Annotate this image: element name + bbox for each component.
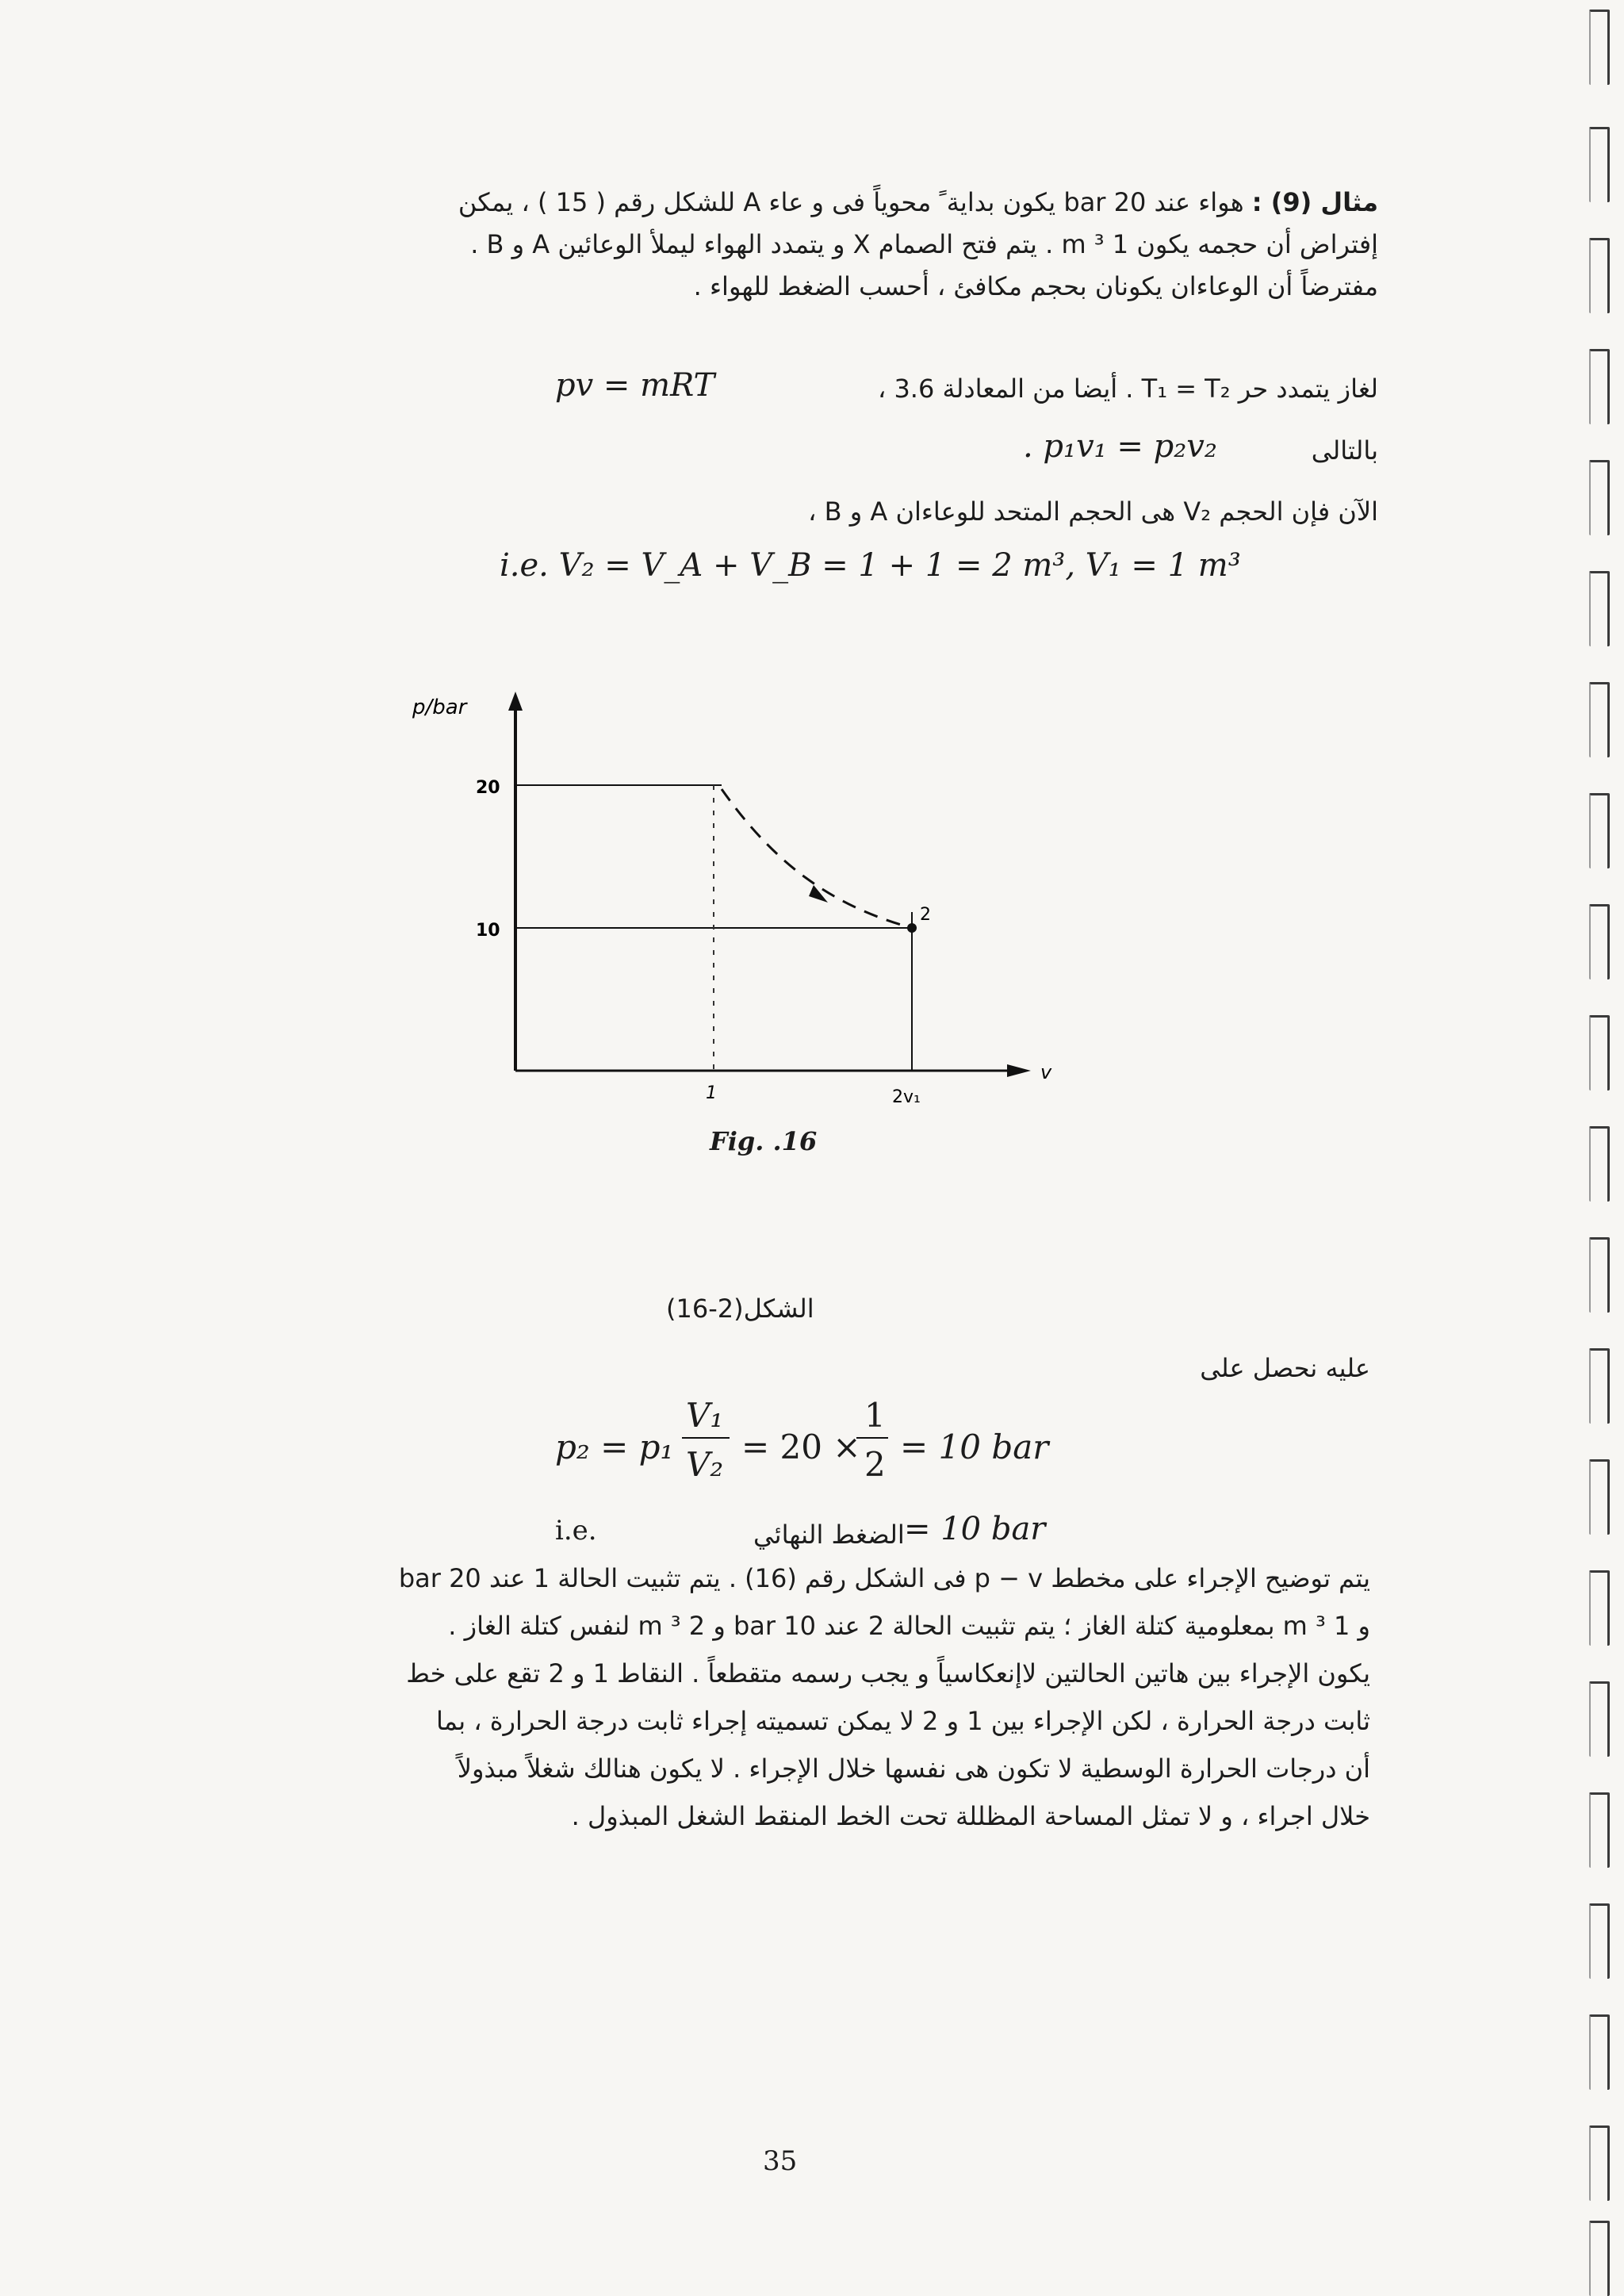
binding-ring: [1589, 238, 1610, 313]
solution-line-3: الآن فإن الحجم V₂ هى الحجم المتحد للوعاءان A و B ،: [808, 496, 1378, 527]
x-axis-arrow-icon: [1007, 1064, 1031, 1077]
eq-end: = 10 bar: [900, 1428, 1049, 1466]
result-intro: عليه نحصل على: [1200, 1353, 1370, 1383]
example-line-2: إفتراض أن حجمه يكون 1 m ³ . يتم فتح الصمام X و يتمدد الهواء ليملأ الوعائين A و B .: [470, 229, 1378, 259]
binding-ring: [1589, 460, 1610, 535]
figure-handwritten-label: [666, 1289, 814, 1328]
example-text: هواء عند 20 bar يكون بداية ً محوياً فى و عاء A للشكل رقم ( 15 ) ، يمكن: [458, 187, 1244, 217]
discussion-line-4: ثابت درجة الحرارة ، لكن الإجراء بين 1 و 2 لا يمكن تسميته إجراء ثابت درجة الحرارة ، بما: [435, 1706, 1370, 1736]
binding-ring: [1589, 10, 1610, 85]
solution-line-1-equation: pv = mRT: [555, 367, 715, 404]
handwritten-label-text: الشكل(2-16): [666, 1294, 814, 1324]
eq-frac-numerator: V₁: [686, 1396, 724, 1435]
y-axis-label: p/bar: [412, 696, 467, 719]
example-line-3: مفترضاً أن الوعاءان يكونان بحجم مكافئ ، أحسب الضغط للهواء .: [693, 271, 1378, 301]
discussion-line-1: يتم توضيح الإجراء على مخطط p − v فى الشكل رقم (16) . يتم تثبيت الحالة 1 عند 20 bar: [398, 1563, 1370, 1593]
spiral-binding: [1561, 0, 1624, 2294]
process-path: [722, 789, 912, 928]
binding-ring: [1589, 2221, 1610, 2296]
discussion-line-5: أن درجات الحرارة الوسطية لا تكون هى نفسها خلال الإجراء . لا يكون هنالك شغلاً مبذولاً: [457, 1754, 1370, 1784]
binding-ring: [1589, 1792, 1610, 1868]
binding-ring: [1589, 349, 1610, 424]
tick-label-10: 10: [476, 921, 500, 941]
eq-frac-denominator: V₂: [686, 1445, 724, 1484]
binding-ring: [1589, 1237, 1610, 1313]
eq-middle: = 20 ×: [741, 1428, 861, 1466]
discussion-line-6: خلال اجراء ، و لا تمثل المساحة المظللة تحت الخط المنقط الشغل المبذول .: [571, 1801, 1370, 1831]
binding-ring: [1589, 1570, 1610, 1646]
discussion-line-3: يكون الإجراء بين هاتين الحالتين لاإنعكاسياً و يجب رسمه متقطعاً . النقاط 1 و 2 تقع على خط: [406, 1658, 1370, 1688]
binding-ring: [1589, 2014, 1610, 2090]
binding-ring: [1589, 1903, 1610, 1979]
x-tick-label-1: 1: [706, 1083, 717, 1103]
result-equation: [555, 1396, 1110, 1499]
solution-line-1-text: لغاز يتمدد حر T₁ = T₂ . أيضا من المعادلة 3.6 ،: [877, 374, 1378, 404]
eq-p2-left: p₂ = p₁: [555, 1428, 674, 1466]
eq-frac-bar: [682, 1437, 730, 1439]
solution-line-2-equation: . p₁v₁ = p₂v₂: [1023, 428, 1217, 465]
discussion-line-2: و 1 m ³ بمعلومية كتلة الغاز ؛ يتم تثبيت الحالة 2 عند 10 bar و 2 m ³ لنفس كتلة الغاز .: [448, 1611, 1370, 1641]
figure-caption: Fig. .16: [710, 1126, 818, 1156]
binding-ring: [1589, 682, 1610, 757]
eq-denominator-2: 2: [864, 1445, 886, 1484]
binding-ring: [1589, 1348, 1610, 1424]
solution-line-4-equation: i.e. V₂ = V_A + V_B = 1 + 1 = 2 m³, V₁ = 1 m³: [500, 547, 1241, 584]
page-number: 35: [763, 2145, 798, 2177]
binding-ring: [1589, 1459, 1610, 1535]
binding-ring: [1589, 793, 1610, 868]
state-2-point: [907, 923, 917, 933]
binding-ring: [1589, 1681, 1610, 1757]
x-axis-label: v: [1040, 1061, 1052, 1083]
binding-ring: [1589, 1015, 1610, 1091]
final-value: = 10 bar: [904, 1511, 1046, 1547]
eq-numerator-2: 1: [864, 1396, 886, 1435]
solution-line-2-text: بالتالى: [1311, 435, 1378, 466]
binding-ring: [1589, 571, 1610, 646]
ie-label: i.e.: [555, 1515, 597, 1547]
binding-ring: [1589, 127, 1610, 202]
process-arrow-icon: [809, 885, 828, 903]
tick-label-20: 20: [476, 778, 500, 798]
point-label-2: 2: [920, 905, 931, 925]
example-label: مثال (9) :: [1251, 187, 1378, 217]
example-line-1: [458, 182, 1378, 222]
binding-ring: [1589, 904, 1610, 979]
y-axis-arrow-icon: [508, 692, 523, 711]
final-arabic-label: الضغط النهائي: [753, 1520, 905, 1550]
binding-ring: [1589, 2125, 1610, 2201]
x-tick-label-2: 2v₁: [892, 1087, 921, 1107]
binding-ring: [1589, 1126, 1610, 1202]
pv-diagram: [396, 682, 1094, 1142]
eq-frac-bar-2: [856, 1437, 888, 1439]
